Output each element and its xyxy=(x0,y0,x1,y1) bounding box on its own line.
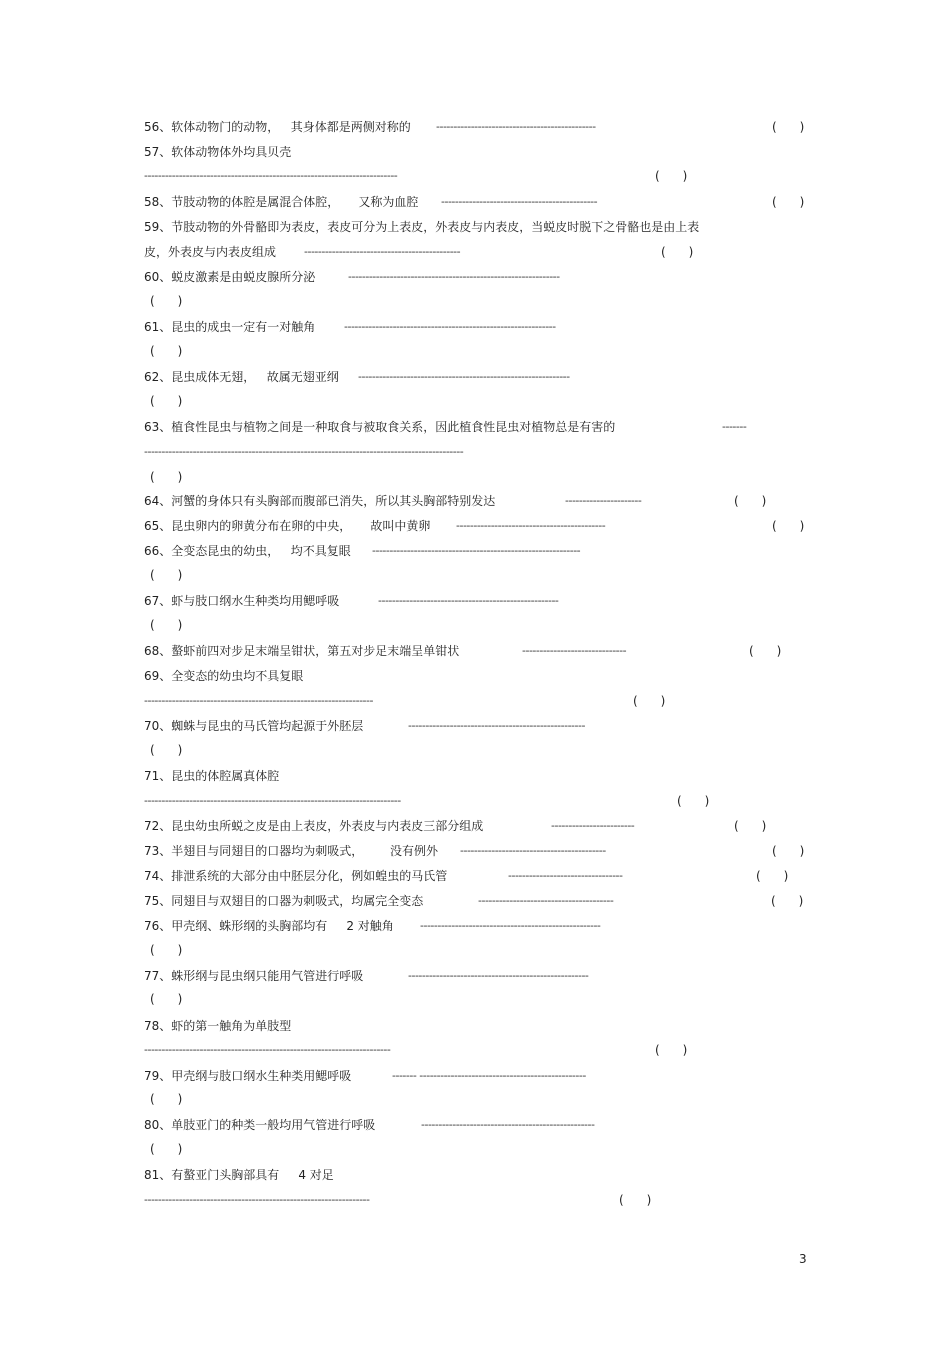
answer-parentheses[interactable]: ( ) xyxy=(633,694,666,708)
answer-parentheses[interactable]: ( ) xyxy=(661,245,694,259)
dashed-leader: -------------------------------------------------------------------------- xyxy=(144,794,401,807)
question-text: 57、软体动物体外均具贝壳 xyxy=(144,145,292,159)
answer-parentheses[interactable]: ( ) xyxy=(677,794,710,808)
dashed-leader: --------------------------------------------------- xyxy=(408,719,585,732)
answer-parentheses[interactable]: ( ) xyxy=(756,869,789,883)
question-text: 76、甲壳纲、蛛形纲的头胸部均有 2 对触角 xyxy=(144,919,394,933)
dashed-leader: ------------------------------------------ xyxy=(460,844,606,857)
question-text: 79、甲壳纲与肢口纲水生种类用鳃呼吸 xyxy=(144,1069,352,1083)
answer-parentheses[interactable]: ( ) xyxy=(772,195,805,209)
page-number: 3 xyxy=(799,1252,807,1266)
question-text: 65、昆虫卵内的卵黄分布在卵的中央， 故叫中黄卵 xyxy=(144,519,431,533)
dashed-leader: ---------------------- xyxy=(565,494,642,507)
question-text: 61、昆虫的成虫一定有一对触角 xyxy=(144,320,316,334)
dashed-leader: --------------------------------------------- xyxy=(441,195,598,208)
question-text: 75、同翅目与双翅目的口器为刺吸式，均属完全变态 xyxy=(144,894,424,908)
dashed-leader: ------------------------------------------------------------- xyxy=(344,320,556,333)
dashed-leader: ------------------------------------------------------------------ xyxy=(144,694,373,707)
dashed-leader-continued: -------------------------------------------------------------------------------------------- xyxy=(144,445,464,458)
dashed-leader: ------------------------------------------------------------- xyxy=(348,270,560,283)
question-text: 67、虾与肢口纲水生种类均用鳃呼吸 xyxy=(144,594,340,608)
question-text: 68、螯虾前四对步足末端呈钳状，第五对步足末端呈单钳状 xyxy=(144,644,460,658)
question-text: 56、软体动物门的动物， 其身体都是两侧对称的 xyxy=(144,120,411,134)
question-text: 74、排泄系统的大部分由中胚层分化，例如蝗虫的马氏管 xyxy=(144,869,448,883)
question-text: 59、节肢动物的外骨骼即为表皮，表皮可分为上表皮，外表皮与内表皮，当蜕皮时脱下之骨骼也是由上表 xyxy=(144,220,700,234)
answer-parentheses[interactable]: ( ) xyxy=(655,1043,688,1057)
question-text: 73、半翅目与同翅目的口器均为刺吸式， 没有例外 xyxy=(144,844,438,858)
question-text: 71、昆虫的体腔属真体腔 xyxy=(144,769,280,783)
answer-parentheses[interactable]: ( ) xyxy=(734,494,767,508)
question-text: 81、有螯亚门头胸部具有 4 对足 xyxy=(144,1168,334,1182)
answer-parentheses[interactable]: ( ) xyxy=(771,894,804,908)
question-text: 69、全变态的幼虫均不具复眼 xyxy=(144,669,304,683)
question-text: 77、蛛形纲与昆虫纲只能用气管进行呼吸 xyxy=(144,969,364,983)
answer-parentheses[interactable]: ( ) xyxy=(749,644,782,658)
answer-parentheses[interactable]: ( ) xyxy=(150,294,183,308)
dashed-leader: ------------------------------------------- xyxy=(456,519,606,532)
answer-parentheses[interactable]: ( ) xyxy=(150,743,183,757)
question-text: 62、昆虫成体无翅， 故属无翅亚纲 xyxy=(144,370,339,384)
answer-parentheses[interactable]: ( ) xyxy=(150,943,183,957)
question-text: 60、蜕皮激素是由蜕皮腺所分泌 xyxy=(144,270,316,284)
question-text: 64、河蟹的身体只有头胸部而腹部已消失，所以其头胸部特别发达 xyxy=(144,494,496,508)
question-text-continued: 皮，外表皮与内表皮组成 xyxy=(144,245,277,259)
dashed-leader: ---------------------------------------------------- xyxy=(408,969,589,982)
answer-parentheses[interactable]: ( ) xyxy=(772,844,805,858)
answer-parentheses[interactable]: ( ) xyxy=(150,1142,183,1156)
dashed-leader: ------------------------------------------------------------ xyxy=(372,544,581,557)
dashed-leader: ----------------------------------------------------------------------- xyxy=(144,1043,391,1056)
answer-parentheses[interactable]: ( ) xyxy=(772,120,805,134)
answer-parentheses[interactable]: ( ) xyxy=(772,519,805,533)
dashed-leader: ---------------------------------------------------- xyxy=(420,919,601,932)
dashed-leader: ------- ------------------------------------------------ xyxy=(392,1069,586,1082)
answer-parentheses[interactable]: ( ) xyxy=(150,992,183,1006)
answer-parentheses[interactable]: ( ) xyxy=(150,470,183,484)
dashed-leader: --------------------------------------- xyxy=(478,894,614,907)
answer-parentheses[interactable]: ( ) xyxy=(150,1092,183,1106)
answer-parentheses[interactable]: ( ) xyxy=(734,819,767,833)
answer-parentheses[interactable]: ( ) xyxy=(150,618,183,632)
answer-parentheses[interactable]: ( ) xyxy=(619,1193,652,1207)
dashed-leader: ------- xyxy=(722,420,747,433)
dashed-leader: ------------------------------------------------------------------------- xyxy=(144,169,398,182)
question-text: 63、植食性昆虫与植物之间是一种取食与被取食关系，因此植食性昆虫对植物总是有害的 xyxy=(144,420,616,434)
dashed-leader: -------------------------------------------------- xyxy=(421,1118,595,1131)
answer-parentheses[interactable]: ( ) xyxy=(150,568,183,582)
dashed-leader: ------------------------------ xyxy=(522,644,627,657)
dashed-leader: ----------------------------------------------------------------- xyxy=(144,1193,370,1206)
answer-parentheses[interactable]: ( ) xyxy=(655,169,688,183)
dashed-leader: ---------------------------------------------------- xyxy=(378,594,559,607)
dashed-leader: ------------------------ xyxy=(551,819,635,832)
question-text: 70、蜘蛛与昆虫的马氏管均起源于外胚层 xyxy=(144,719,364,733)
question-text: 72、昆虫幼虫所蜕之皮是由上表皮，外表皮与内表皮三部分组成 xyxy=(144,819,484,833)
question-text: 80、单肢亚门的种类一般均用气管进行呼吸 xyxy=(144,1118,376,1132)
dashed-leader: --------------------------------- xyxy=(508,869,623,882)
question-text: 66、全变态昆虫的幼虫， 均不具复眼 xyxy=(144,544,351,558)
question-text: 58、节肢动物的体腔是属混合体腔， 又称为血腔 xyxy=(144,195,419,209)
question-text: 78、虾的第一触角为单肢型 xyxy=(144,1019,292,1033)
dashed-leader: ---------------------------------------------- xyxy=(436,120,596,133)
dashed-leader: ------------------------------------------------------------- xyxy=(358,370,570,383)
answer-parentheses[interactable]: ( ) xyxy=(150,344,183,358)
answer-parentheses[interactable]: ( ) xyxy=(150,394,183,408)
dashed-leader: --------------------------------------------- xyxy=(304,245,461,258)
